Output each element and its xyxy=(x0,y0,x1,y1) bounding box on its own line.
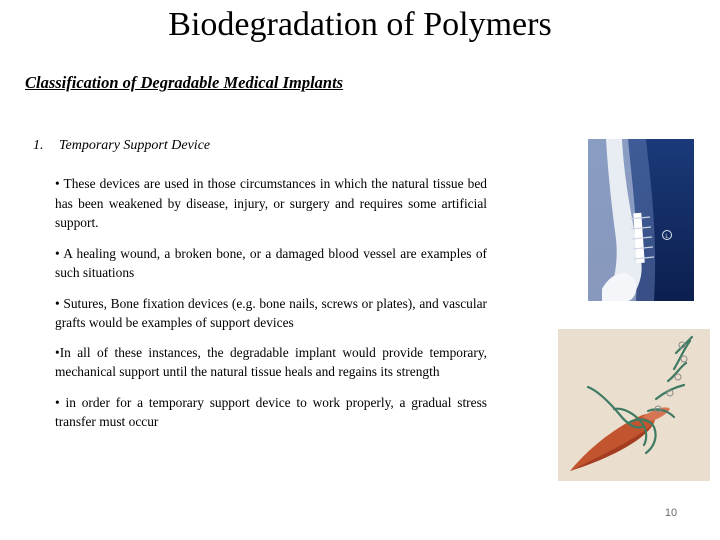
list-heading xyxy=(33,136,210,156)
bullet-item: • Sutures, Bone fixation devices (e.g. bone nails, screws or plates), and vascular grafts would be examples of support devices xyxy=(55,295,487,330)
bullet-item: • These devices are used in those circumstances in which the natural tissue bed has been weakened by disease, injury, or surgery and requires some artificial support. xyxy=(55,176,487,230)
bullet-item: •In all of these instances, the degradable implant would provide temporary, mechanical support until the natural tissue heals and regains its strength xyxy=(55,344,487,379)
list-number: 1. xyxy=(33,138,44,153)
xray-image xyxy=(588,139,694,301)
suture-illustration xyxy=(558,329,710,481)
bullet-item: • in order for a temporary support device to work properly, a gradual stress transfer must occur xyxy=(55,394,487,429)
list-heading-text: Temporary Support Device xyxy=(59,138,211,153)
slide-title: Biodegradation of Polymers xyxy=(168,6,552,43)
slide-subtitle: Classification of Degradable Medical Implants xyxy=(25,73,344,92)
bullet-list xyxy=(55,174,487,443)
page-number: 10 xyxy=(664,507,678,519)
bullet-item: • A healing wound, a broken bone, or a damaged blood vessel are examples of such situations xyxy=(55,245,487,280)
xray-marker: L xyxy=(665,234,669,240)
